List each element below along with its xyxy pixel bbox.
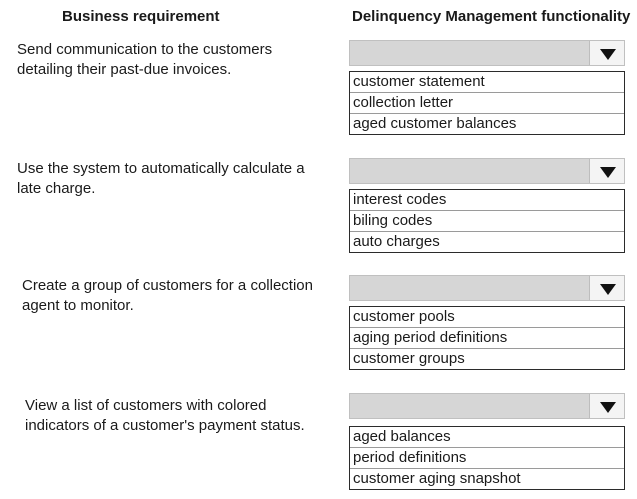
requirement-1 xyxy=(17,40,272,80)
dropdown-2-toggle[interactable] xyxy=(589,159,624,183)
dropdown-1[interactable] xyxy=(349,40,625,66)
dropdown-4-toggle[interactable] xyxy=(589,394,624,418)
functionality-header: Delinquency Management functionality xyxy=(352,8,631,25)
dropdown-3[interactable] xyxy=(349,275,625,301)
option-biling-codes[interactable]: biling codes xyxy=(350,211,624,232)
option-aged-customer-balances[interactable]: aged customer balances xyxy=(353,115,517,132)
options-list-2 xyxy=(349,189,625,253)
option-customer-aging-snapshot[interactable]: customer aging snapshot xyxy=(353,470,521,487)
option-aged-balances[interactable]: aged balances xyxy=(350,427,624,448)
dropdown-2[interactable] xyxy=(349,158,625,184)
option-interest-codes[interactable]: interest codes xyxy=(350,190,624,211)
requirement-4-line-2: indicators of a customer's payment status. xyxy=(25,417,305,434)
dropdown-1-toggle[interactable] xyxy=(589,41,624,65)
option-aging-period-definitions[interactable]: aging period definitions xyxy=(350,328,624,349)
requirement-2-line-2: late charge. xyxy=(17,180,96,197)
chevron-down-icon xyxy=(600,49,616,60)
requirement-1-line-2: detailing their past-due invoices. xyxy=(17,61,232,78)
business-requirement-header: Business requirement xyxy=(62,8,220,25)
option-auto-charges[interactable]: auto charges xyxy=(353,233,440,250)
requirement-2-line-1: Use the system to automatically calculate a xyxy=(17,160,305,177)
answer-area-2 xyxy=(349,158,625,253)
option-customer-pools[interactable]: customer pools xyxy=(350,307,624,328)
chevron-down-icon xyxy=(600,284,616,295)
options-list-3 xyxy=(349,306,625,370)
option-customer-statement[interactable]: customer statement xyxy=(350,72,624,93)
option-period-definitions[interactable]: period definitions xyxy=(350,448,624,469)
requirement-3 xyxy=(22,276,313,316)
requirement-3-line-1: Create a group of customers for a collection xyxy=(22,277,313,294)
requirement-3-line-2: agent to monitor. xyxy=(22,297,134,314)
options-list-4 xyxy=(349,426,625,490)
requirement-2 xyxy=(17,159,305,199)
dropdown-4[interactable] xyxy=(349,393,625,419)
dropdown-3-toggle[interactable] xyxy=(589,276,624,300)
answer-area-1 xyxy=(349,40,625,135)
answer-area-4 xyxy=(349,393,625,490)
answer-area-3 xyxy=(349,275,625,370)
options-list-1 xyxy=(349,71,625,135)
chevron-down-icon xyxy=(600,402,616,413)
chevron-down-icon xyxy=(600,167,616,178)
option-collection-letter[interactable]: collection letter xyxy=(350,93,624,114)
requirement-1-line-1: Send communication to the customers xyxy=(17,41,273,58)
option-customer-groups[interactable]: customer groups xyxy=(353,350,465,367)
requirement-4 xyxy=(25,396,305,436)
requirement-4-line-1: View a list of customers with colored xyxy=(25,397,267,414)
